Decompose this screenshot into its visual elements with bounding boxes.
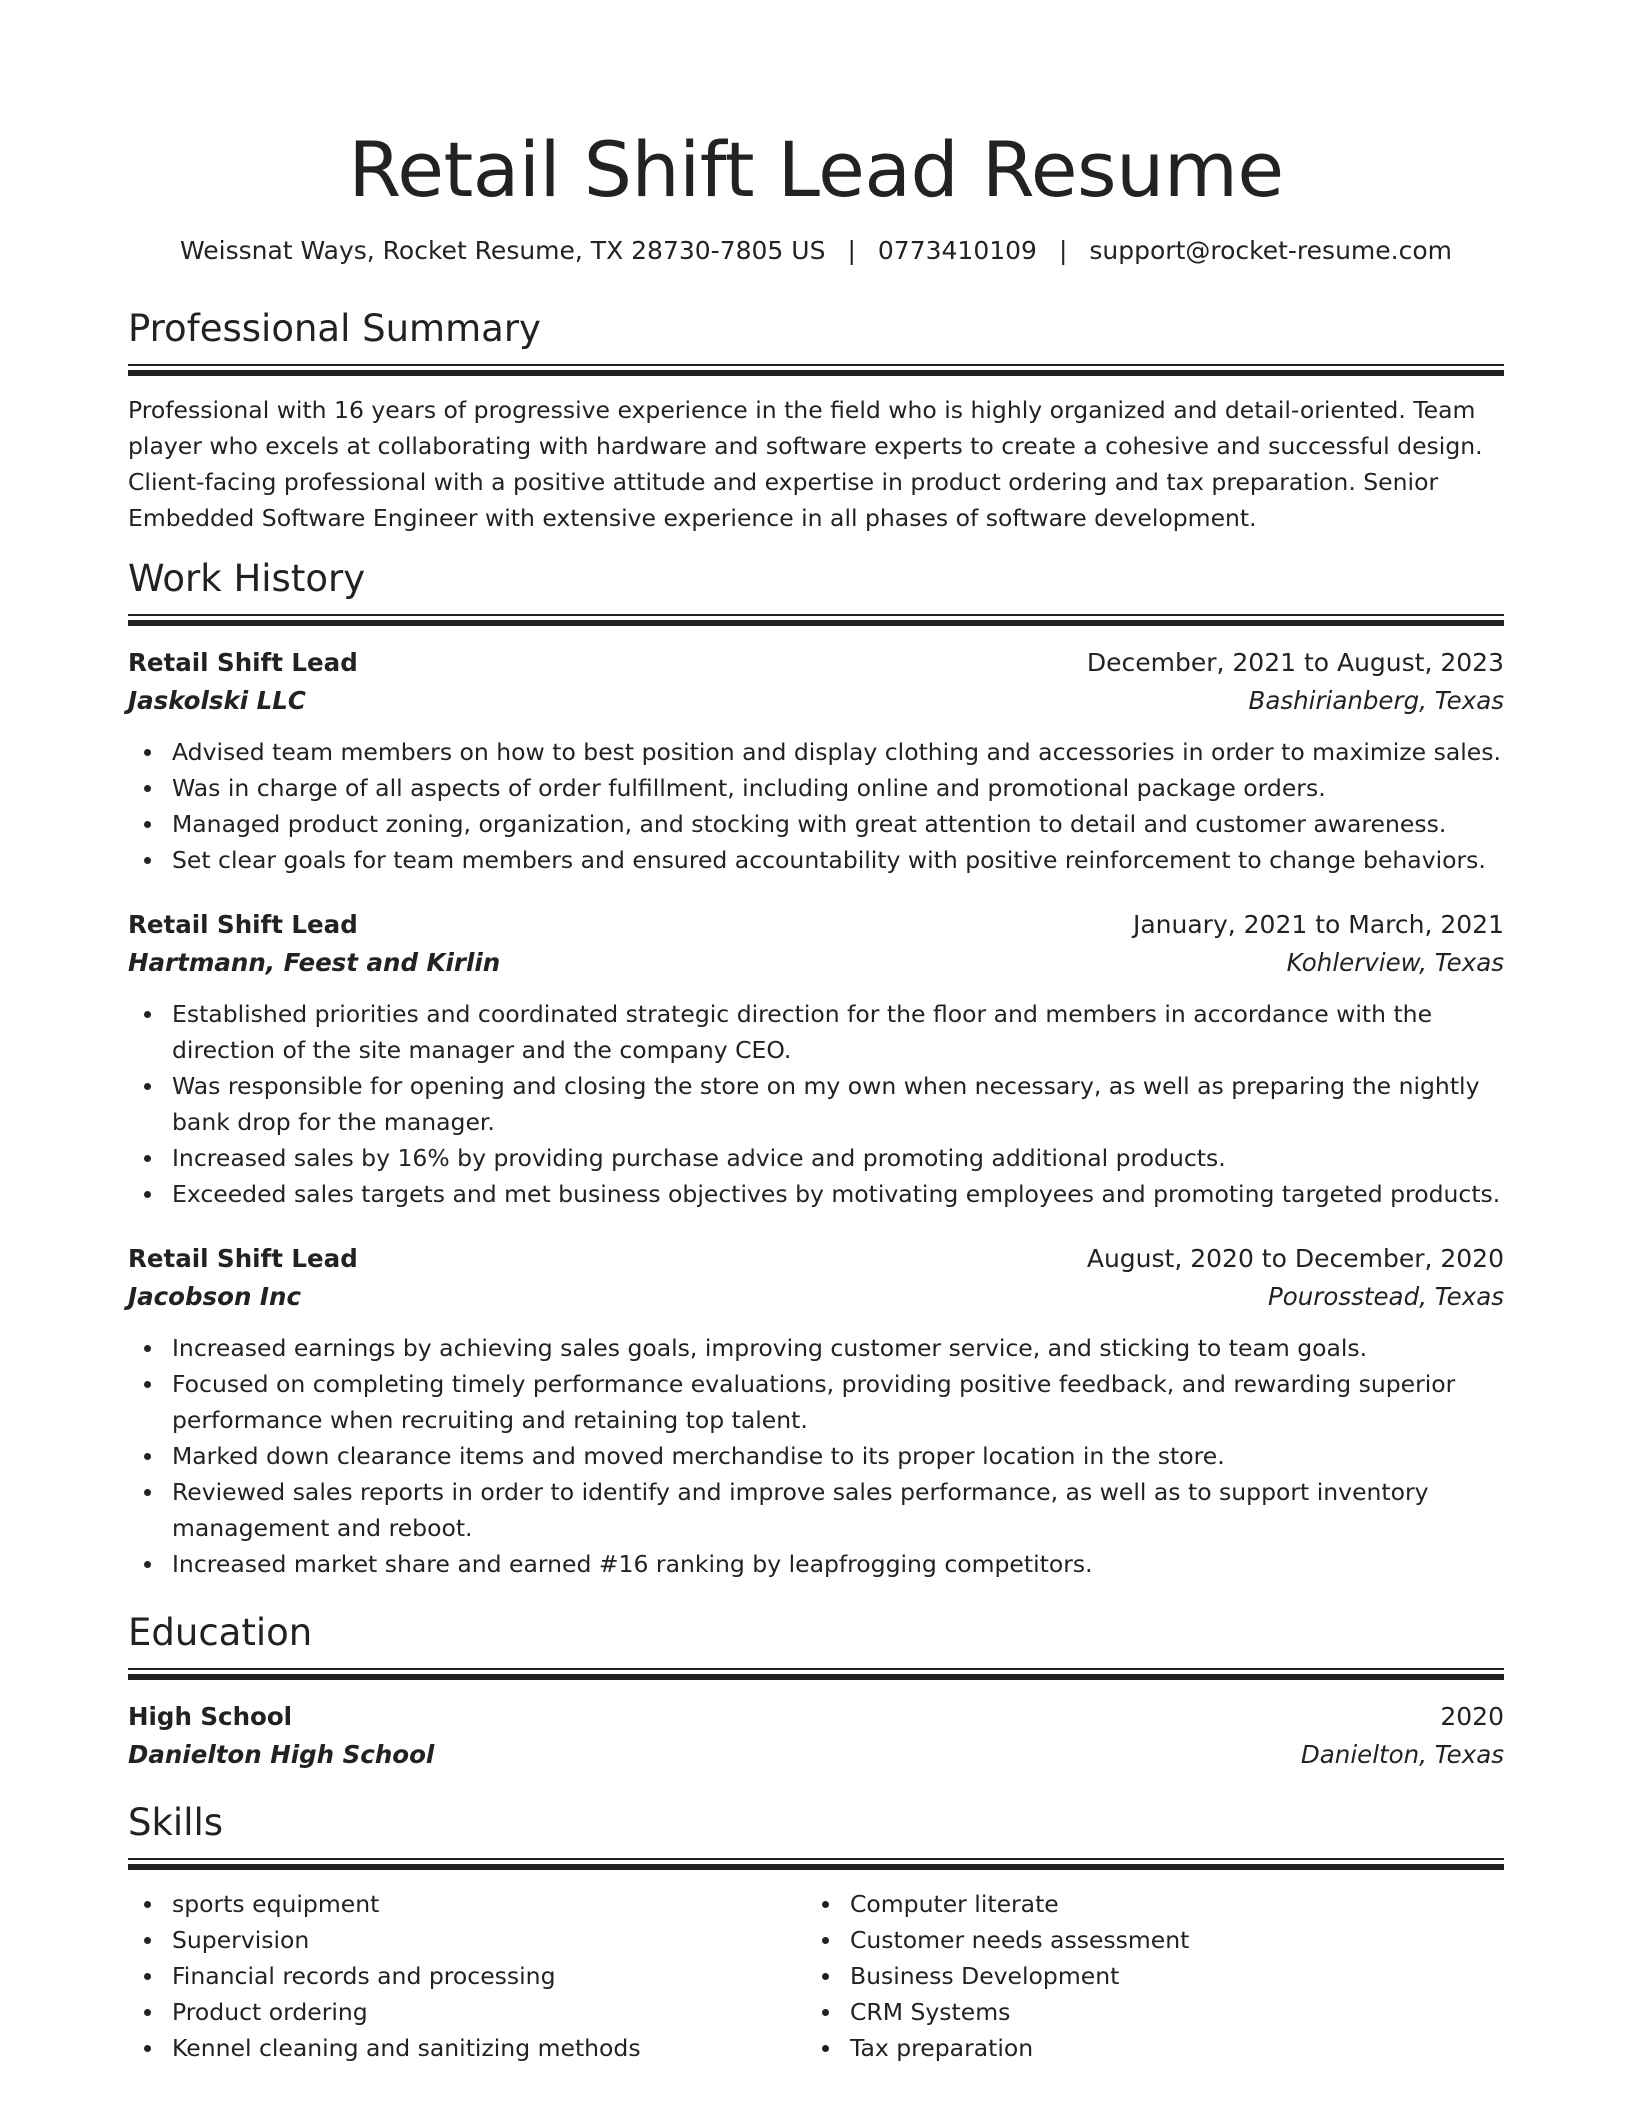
job-bullet: Increased market share and earned #16 ranking by leapfrogging competitors. <box>128 1546 1504 1582</box>
resume-title: Retail Shift Lead Resume <box>348 125 1284 214</box>
resume-page <box>128 0 1504 2066</box>
skills-section <box>128 1800 1504 2066</box>
work-history-heading: Work History <box>128 557 366 600</box>
education-section <box>128 1610 1504 1774</box>
skills-columns <box>128 1886 1504 2066</box>
contact-separator: | <box>1058 236 1068 265</box>
job-entry <box>128 644 1504 878</box>
summary-heading: Professional Summary <box>128 307 541 350</box>
job-bullet: Increased sales by 16% by providing purchase advice and promoting additional products. <box>128 1140 1504 1176</box>
job-location: Pourosstead, Texas <box>1268 1282 1504 1311</box>
contact-email[interactable]: support@rocket-resume.com <box>1089 236 1452 265</box>
skill-item: CRM Systems <box>806 1994 1484 2030</box>
education-location: Danielton, Texas <box>1300 1740 1504 1769</box>
job-bullet: Exceeded sales targets and met business objectives by motivating employees and promoting targeted products. <box>128 1176 1504 1212</box>
job-bullet: Advised team members on how to best position and display clothing and accessories in order to maximize sales. <box>128 734 1504 770</box>
job-bullets <box>128 734 1504 878</box>
section-divider <box>128 1858 1504 1870</box>
job-bullet: Increased earnings by achieving sales goals, improving customer service, and sticking to team goals. <box>128 1330 1504 1366</box>
summary-text: Professional with 16 years of progressive experience in the field who is highly organized and detail-oriented. Team player who excels at collaborating with hardware and software experts to create a cohesive and successful design. Client-facing professional with a positive attitude and expertise in product ordering and tax preparation. Senior Embedded Software Engineer with extensive experience in all phases of software development. <box>128 396 1483 532</box>
skills-column-right <box>806 1886 1484 2066</box>
education-entry <box>128 1698 1504 1774</box>
skill-item: Computer literate <box>806 1886 1484 1922</box>
section-divider <box>128 1668 1504 1680</box>
summary-section <box>128 306 1504 536</box>
contact-address: Weissnat Ways, Rocket Resume, TX 28730-7805 US <box>179 236 826 265</box>
job-location: Kohlerview, Texas <box>1286 948 1504 977</box>
skill-item: Customer needs assessment <box>806 1922 1484 1958</box>
skill-item: Supervision <box>128 1922 806 1958</box>
job-location: Bashirianberg, Texas <box>1248 686 1504 715</box>
job-dates: December, 2021 to August, 2023 <box>1086 648 1504 677</box>
education-heading: Education <box>128 1611 313 1654</box>
job-bullet: Focused on completing timely performance evaluations, providing positive feedback, and rewarding superior performance when recruiting and retaining top talent. <box>128 1366 1504 1438</box>
job-entry <box>128 906 1504 1212</box>
section-divider <box>128 614 1504 626</box>
skills-list <box>806 1886 1484 2066</box>
job-company: Jaskolski LLC <box>128 686 306 715</box>
skills-column-left <box>128 1886 806 2066</box>
skills-heading: Skills <box>128 1801 224 1844</box>
job-bullets <box>128 1330 1504 1582</box>
job-company: Hartmann, Feest and Kirlin <box>128 948 501 977</box>
education-degree: High School <box>128 1702 293 1731</box>
job-title: Retail Shift Lead <box>128 648 358 677</box>
skill-item: sports equipment <box>128 1886 806 1922</box>
work-history-section <box>128 556 1504 1582</box>
skills-list <box>128 1886 806 2066</box>
education-year: 2020 <box>1440 1702 1504 1731</box>
contact-separator: | <box>847 236 856 265</box>
job-bullet: Managed product zoning, organization, and stocking with great attention to detail and customer awareness. <box>128 806 1504 842</box>
skill-item: Tax preparation <box>806 2030 1484 2066</box>
job-bullet: Marked down clearance items and moved merchandise to its proper location in the store. <box>128 1438 1504 1474</box>
skill-item: Financial records and processing <box>128 1958 806 1994</box>
job-bullet: Established priorities and coordinated strategic direction for the floor and members in accordance with the direction of the site manager and the company CEO. <box>128 996 1504 1068</box>
job-title: Retail Shift Lead <box>128 1244 358 1273</box>
job-bullets <box>128 996 1504 1212</box>
job-title: Retail Shift Lead <box>128 910 358 939</box>
job-bullet: Set clear goals for team members and ensured accountability with positive reinforcement to change behaviors. <box>128 842 1504 878</box>
contact-phone: 0773410109 <box>877 236 1037 265</box>
job-dates: August, 2020 to December, 2020 <box>1086 1244 1504 1273</box>
contact-line <box>128 234 1504 268</box>
job-entry <box>128 1240 1504 1582</box>
job-bullet: Was responsible for opening and closing the store on my own when necessary, as well as preparing the nightly bank drop for the manager. <box>128 1068 1504 1140</box>
section-divider <box>128 364 1504 376</box>
job-company: Jacobson Inc <box>128 1282 302 1311</box>
job-bullet: Was in charge of all aspects of order fulfillment, including online and promotional package orders. <box>128 770 1504 806</box>
education-school: Danielton High School <box>128 1740 435 1769</box>
job-bullet: Reviewed sales reports in order to identify and improve sales performance, as well as to support inventory management and reboot. <box>128 1474 1504 1546</box>
skill-item: Kennel cleaning and sanitizing methods <box>128 2030 806 2066</box>
job-dates: January, 2021 to March, 2021 <box>1132 910 1504 939</box>
skill-item: Business Development <box>806 1958 1484 1994</box>
skill-item: Product ordering <box>128 1994 806 2030</box>
